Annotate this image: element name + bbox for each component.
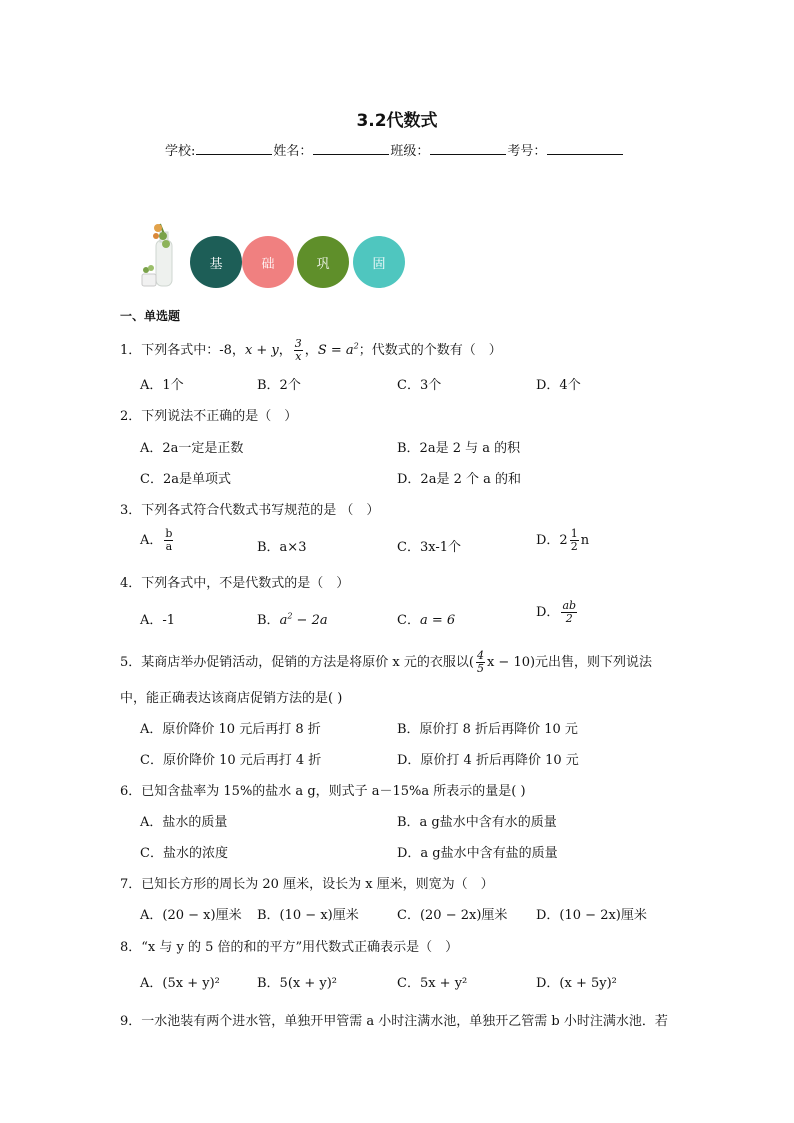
q5-option-a[interactable]: A．原价降价 10 元后再打 8 折 [140,722,321,737]
q2-option-c[interactable]: C．2a是单项式 [140,472,231,487]
q4-option-a[interactable]: A．-1 [140,613,176,628]
q1-option-b[interactable]: B．2个 [257,378,301,393]
q4-option-b[interactable]: B．$a^2 - 2a$ [257,611,328,628]
page-title: 3.2代数式 [356,111,438,131]
question-9: 9．一水池装有两个进水管，单独开甲管需 a 小时注满水池，单独开乙管需 b 小时注满水池．若 [120,1014,668,1029]
q8-option-b[interactable]: B．5(x + y)² [257,976,338,991]
banner-circle-1: 基 [190,236,242,288]
q5-option-c[interactable]: C．原价降价 10 元后再打 4 折 [140,753,322,768]
q3-option-b[interactable]: B．a×3 [257,540,307,555]
q6-option-a[interactable]: A．盐水的质量 [140,815,228,830]
question-5: 5．某商店举办促销活动，促销的方法是将原价 x 元的衣服以( $\frac{4}{5}$ x − 10)元出售，则下列说法 [120,649,653,675]
question-3: 3．下列各式符合代数式书写规范的是 （ ） [120,503,380,518]
q1-option-a[interactable]: A．1个 [140,378,184,393]
student-info-line [165,140,624,159]
banner-circle-2: 础 [242,236,294,288]
question-1: 1．下列各式中：-8，x + y， $\frac{3}{x}$ ，$S = a^2$；代数式的个数有（ ） [120,337,502,363]
class-label: 班级： [390,144,430,159]
q4-d-fraction: $\frac{ab}{2}$ [562,599,577,625]
question-6: 6．已知含盐率为 15%的盐水 a g，则式子 a－15%a 所表示的量是( ) [120,784,526,799]
q8-option-d[interactable]: D．(x + 5y)² [536,976,617,991]
q1-fraction: $\frac{3}{x}$ [294,337,302,363]
q2-option-d[interactable]: D．2a是 2 个 a 的和 [397,472,521,487]
q7-option-d[interactable]: D．(10 − 2x)厘米 [536,908,647,923]
q2-option-a[interactable]: A．2a一定是正数 [140,441,244,456]
q3-option-a[interactable]: A． $\frac{b}{a}$ [140,527,173,553]
banner-circle-3: 巩 [297,236,349,288]
q4-option-c[interactable]: C．a = 6 [397,613,456,628]
name-blank[interactable] [313,142,389,155]
q3-option-c[interactable]: C．3x-1个 [397,540,461,555]
q6-option-b[interactable]: B．a g盐水中含有水的质量 [397,815,557,830]
q5-fraction: $\frac{4}{5}$ [476,649,484,675]
school-label: 学校: [165,144,196,159]
name-label: 姓名： [273,144,313,159]
question-8: 8．“x 与 y 的 5 倍的和的平方”用代数式正确表示是（ ） [120,940,459,955]
q3-a-fraction: $\frac{b}{a}$ [165,527,173,553]
section-heading: 一、单选题 [120,309,181,323]
q8-option-a[interactable]: A．(5x + y)² [140,976,220,991]
q2-option-b[interactable]: B．2a是 2 与 a 的积 [397,441,521,456]
q5-option-d[interactable]: D．原价打 4 折后再降价 10 元 [397,753,579,768]
q1-expr-xy: x + y [244,343,279,358]
q1-option-c[interactable]: C．3个 [397,378,442,393]
q3-option-d[interactable]: D．2 $\frac{1}{2}$ n [536,527,590,553]
q6-option-c[interactable]: C．盐水的浓度 [140,846,228,861]
exam-number-label: 考号： [507,144,547,159]
q5-option-b[interactable]: B．原价打 8 折后再降价 10 元 [397,722,578,737]
question-2: 2．下列说法不正确的是（ ） [120,409,298,424]
q7-option-a[interactable]: A．(20 − x)厘米 [140,908,242,923]
q8-option-c[interactable]: C．5x + y² [397,976,468,991]
q3-d-fraction: $\frac{1}{2}$ [570,527,578,553]
q7-option-b[interactable]: B．(10 − x)厘米 [257,908,359,923]
q1-option-d[interactable]: D．4个 [536,378,581,393]
question-5-cont: 中，能正确表达该商店促销方法的是( ) [120,691,343,706]
banner-circle-4: 固 [353,236,405,288]
q4-option-d[interactable]: D． $\frac{ab}{2}$ [536,599,577,625]
q1-prefix: 1．下列各式中：-8， [120,343,245,358]
question-4: 4．下列各式中，不是代数式的是（ ） [120,576,350,591]
question-7: 7．已知长方形的周长为 20 厘米，设长为 x 厘米，则宽为（ ） [120,877,494,892]
q1-sep: ， [278,343,292,358]
q1-tail: ；代数式的个数有（ ） [358,343,502,358]
q1-expr-s: $S = a^2$ [317,341,359,358]
school-blank[interactable] [196,142,272,155]
exam-number-blank[interactable] [547,142,623,155]
q6-option-d[interactable]: D．a g盐水中含有盐的质量 [397,846,558,861]
plant-vase-icon [136,222,176,290]
q7-option-c[interactable]: C．(20 − 2x)厘米 [397,908,508,923]
class-blank[interactable] [430,142,506,155]
